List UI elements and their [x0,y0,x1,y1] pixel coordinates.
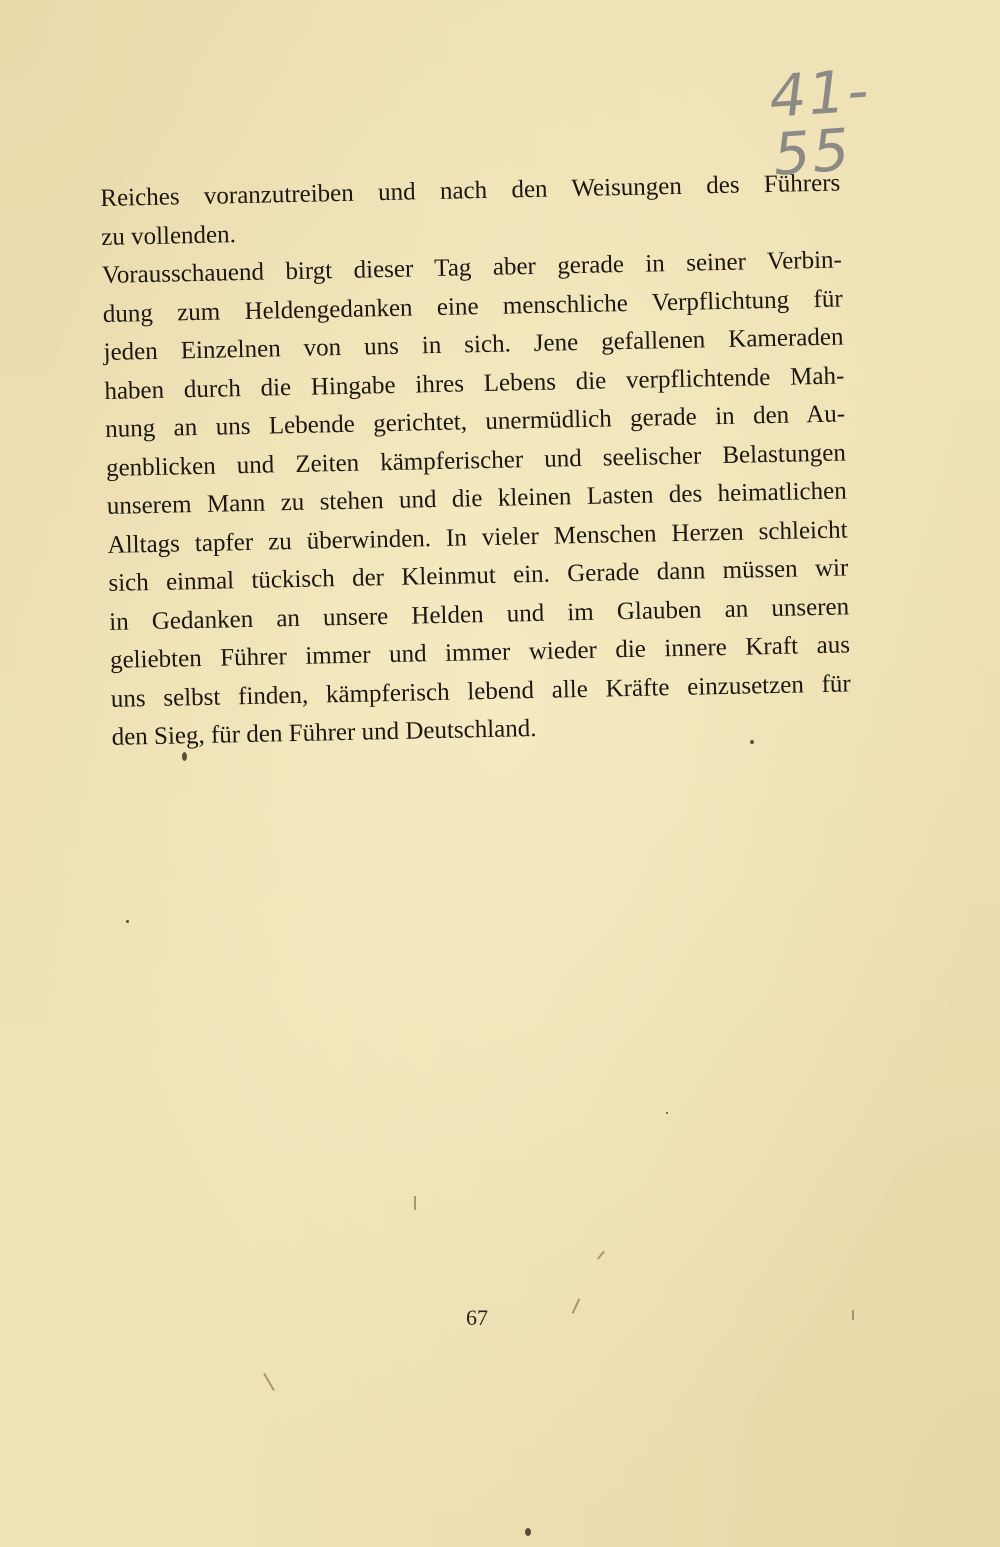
paper-fiber [414,1196,416,1210]
text-line: Vorausschauend birgt dieser Tag aber gerade in seiner Verbin- [101,246,843,289]
text-line: uns selbst finden, kämpferisch lebend alle Kräfte einzusetzen für [110,669,851,713]
paper-speck [182,752,187,761]
text-line: Alltags tapfer zu überwinden. In vieler Menschen Herzen schleicht [107,515,848,559]
text-line: dung zum Heldengedanken eine menschliche Verpflichtung für [102,284,843,328]
body-text [100,165,852,758]
handwritten-archive-number: 41-55 [767,56,873,189]
text-line: in Gedanken an unsere Helden und im Glauben an unseren [108,592,850,636]
paper-fiber [852,1310,854,1320]
paper-speck [126,920,129,923]
text-line: den Sieg, für den Führer und Deutschland. [111,714,537,751]
text-line: genblicken und Zeiten kämpferischer und seelischer Belastungen [105,438,847,482]
page-number: 67 [466,1305,488,1330]
paper-fiber [263,1373,274,1391]
text-line: zu vollenden. [100,220,237,251]
paper-fiber [597,1251,605,1260]
paper-speck [666,1112,668,1114]
paper-speck [750,740,754,744]
text-line: unserem Mann zu stehen und die kleinen Lasten des heimatlichen [106,477,847,520]
text-line: jeden Einzelnen von uns in sich. Jene gefallenen Kameraden [103,323,844,366]
text-line: geliebten Führer immer und immer wieder die innere Kraft aus [109,631,851,674]
paper-speck [525,1528,531,1536]
text-line: nung an uns Lebende gerichtet, unermüdlich gerade in den Au- [104,400,846,443]
paper-fiber [572,1298,580,1313]
text-line: haben durch die Hingabe ihres Lebens die verpflichtende Mah- [104,361,845,405]
text-line: Reiches voranzutreiben und nach den Weisungen des Führers [100,169,841,212]
text-line: sich einmal tückisch der Kleinmut ein. Gerade dann müssen wir [108,554,849,597]
